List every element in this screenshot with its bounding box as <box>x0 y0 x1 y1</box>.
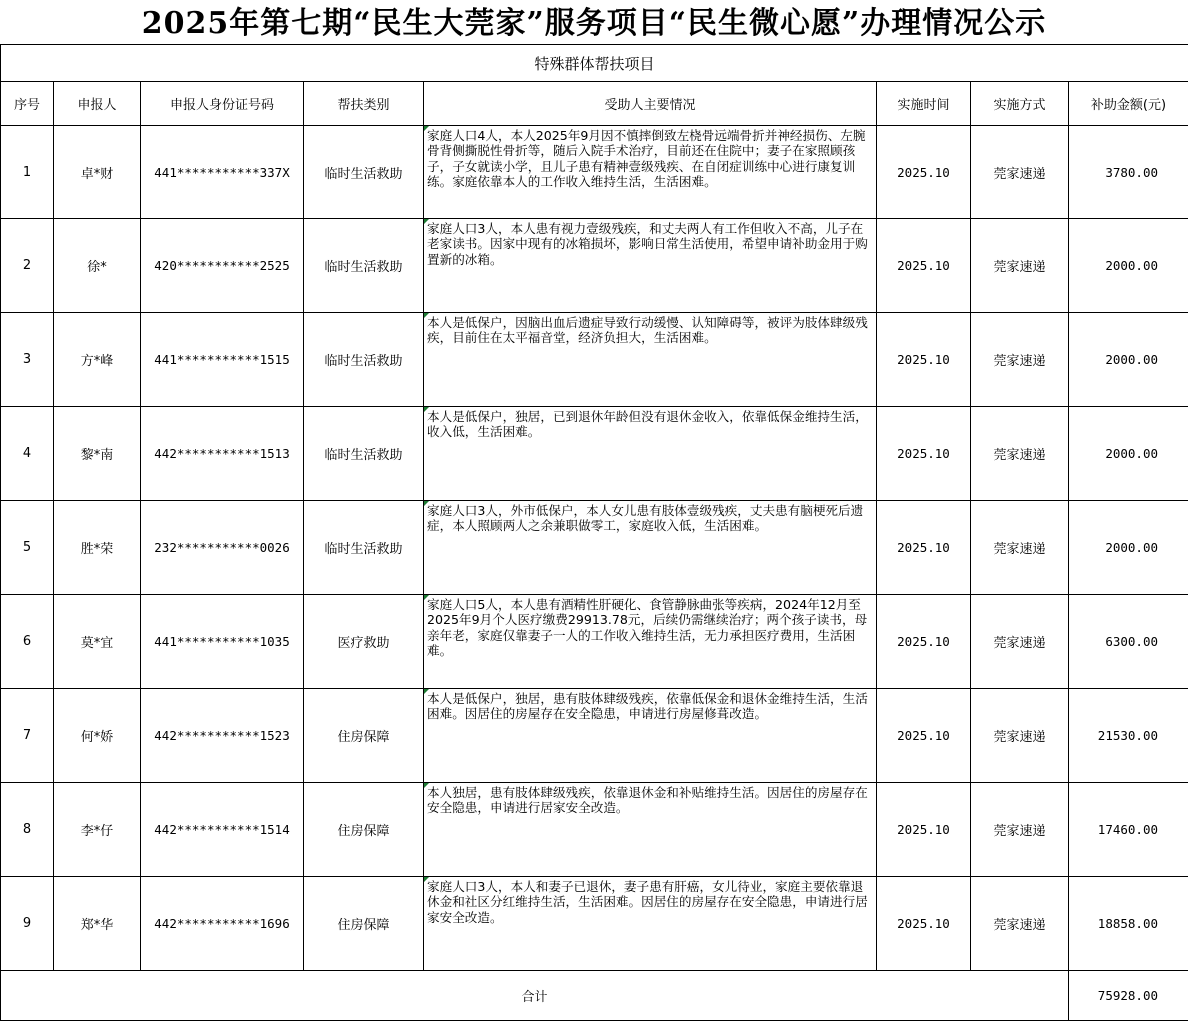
implementation-time: 2025.10 <box>877 689 971 783</box>
subsidy-amount: 18858.00 <box>1069 877 1188 971</box>
column-header-no: 序号 <box>1 82 54 126</box>
applicant-name: 何*娇 <box>54 689 141 783</box>
assistance-category: 临时生活救助 <box>304 126 424 219</box>
row-number: 3 <box>1 313 54 407</box>
table-row <box>1 126 1188 219</box>
implementation-time: 2025.10 <box>877 595 971 689</box>
assistance-category: 住房保障 <box>304 689 424 783</box>
total-amount: 75928.00 <box>1069 971 1188 1021</box>
applicant-name: 方*峰 <box>54 313 141 407</box>
row-number: 6 <box>1 595 54 689</box>
situation-description: 家庭人口5人，本人患有酒精性肝硬化、食管静脉曲张等疾病，2024年12月至2025年9月个人医疗缴费29913.78元，后续仍需继续治疗；两个孩子读书，母亲年老，家庭仅靠妻子一人的工作收入维持生活，无力承担医疗费用，生活困难。 <box>424 595 877 689</box>
implementation-time: 2025.10 <box>877 313 971 407</box>
situation-description: 本人是低保户，独居，患有肢体肆级残疾，依靠低保金和退休金维持生活，生活困难。因居住的房屋存在安全隐患，申请进行房屋修葺改造。 <box>424 689 877 783</box>
implementation-time: 2025.10 <box>877 501 971 595</box>
applicant-name: 徐* <box>54 219 141 313</box>
column-header-time: 实施时间 <box>877 82 971 126</box>
assistance-category: 临时生活救助 <box>304 313 424 407</box>
implementation-time: 2025.10 <box>877 783 971 877</box>
assistance-category: 住房保障 <box>304 783 424 877</box>
implementation-method: 莞家速递 <box>971 783 1069 877</box>
total-row <box>1 971 1188 1021</box>
row-number: 5 <box>1 501 54 595</box>
row-number: 7 <box>1 689 54 783</box>
page-title: 2025年第七期“民生大莞家”服务项目“民生微心愿”办理情况公示 <box>0 0 1188 44</box>
implementation-method: 莞家速递 <box>971 219 1069 313</box>
assistance-category: 医疗救助 <box>304 595 424 689</box>
row-number: 1 <box>1 126 54 219</box>
applicant-id: 442***********1513 <box>141 407 304 501</box>
applicant-name: 郑*华 <box>54 877 141 971</box>
situation-description: 家庭人口3人，本人患有视力壹级残疾，和丈夫两人有工作但收入不高，儿子在老家读书。因家中现有的冰箱损坏，影响日常生活使用，希望申请补助金用于购置新的冰箱。 <box>424 219 877 313</box>
situation-description: 家庭人口4人，本人2025年9月因不慎摔倒致左桡骨远端骨折并神经损伤、左腕骨背侧撕脱性骨折等，随后入院手术治疗，目前还在住院中；妻子在家照顾孩子，子女就读小学，且儿子患有精神壹级残疾、在自闭症训练中心进行康复训练。家庭依靠本人的工作收入维持生活，生活困难。 <box>424 126 877 219</box>
column-header-category: 帮扶类别 <box>304 82 424 126</box>
assistance-category: 临时生活救助 <box>304 501 424 595</box>
assistance-category: 临时生活救助 <box>304 219 424 313</box>
applicant-id: 420***********2525 <box>141 219 304 313</box>
assistance-category: 住房保障 <box>304 877 424 971</box>
applicant-id: 442***********1523 <box>141 689 304 783</box>
implementation-method: 莞家速递 <box>971 595 1069 689</box>
implementation-method: 莞家速递 <box>971 689 1069 783</box>
table-row <box>1 689 1188 783</box>
implementation-method: 莞家速递 <box>971 407 1069 501</box>
section-title: 特殊群体帮扶项目 <box>1 45 1188 82</box>
applicant-name: 卓*财 <box>54 126 141 219</box>
table-row <box>1 783 1188 877</box>
total-label: 合计 <box>1 971 1069 1021</box>
implementation-method: 莞家速递 <box>971 877 1069 971</box>
column-header-name: 申报人 <box>54 82 141 126</box>
situation-description: 本人是低保户，因脑出血后遗症导致行动缓慢、认知障碍等，被评为肢体肆级残疾，目前住在太平福音堂，经济负担大，生活困难。 <box>424 313 877 407</box>
subsidy-amount: 2000.00 <box>1069 219 1188 313</box>
header-row <box>1 82 1188 126</box>
assistance-table <box>0 44 1188 1021</box>
column-header-id: 申报人身份证号码 <box>141 82 304 126</box>
applicant-id: 442***********1514 <box>141 783 304 877</box>
subsidy-amount: 6300.00 <box>1069 595 1188 689</box>
implementation-time: 2025.10 <box>877 126 971 219</box>
subsidy-amount: 2000.00 <box>1069 407 1188 501</box>
subsidy-amount: 2000.00 <box>1069 501 1188 595</box>
applicant-name: 莫*宜 <box>54 595 141 689</box>
assistance-category: 临时生活救助 <box>304 407 424 501</box>
implementation-method: 莞家速递 <box>971 313 1069 407</box>
implementation-method: 莞家速递 <box>971 126 1069 219</box>
situation-description: 本人是低保户，独居，已到退休年龄但没有退休金收入，依靠低保金维持生活，收入低，生活困难。 <box>424 407 877 501</box>
table-row <box>1 501 1188 595</box>
situation-description: 家庭人口3人，外市低保户，本人女儿患有肢体壹级残疾，丈夫患有脑梗死后遗症，本人照顾两人之余兼职做零工，家庭收入低，生活困难。 <box>424 501 877 595</box>
table-row <box>1 313 1188 407</box>
implementation-time: 2025.10 <box>877 877 971 971</box>
subsidy-amount: 2000.00 <box>1069 313 1188 407</box>
applicant-id: 232***********0026 <box>141 501 304 595</box>
applicant-name: 黎*南 <box>54 407 141 501</box>
row-number: 8 <box>1 783 54 877</box>
situation-description: 家庭人口3人，本人和妻子已退休，妻子患有肝癌，女儿待业，家庭主要依靠退休金和社区分红维持生活，生活困难。因居住的房屋存在安全隐患，申请进行居家安全改造。 <box>424 877 877 971</box>
row-number: 4 <box>1 407 54 501</box>
table-row <box>1 219 1188 313</box>
applicant-id: 441***********1515 <box>141 313 304 407</box>
implementation-time: 2025.10 <box>877 219 971 313</box>
table-row <box>1 595 1188 689</box>
applicant-name: 李*仔 <box>54 783 141 877</box>
implementation-time: 2025.10 <box>877 407 971 501</box>
table-row <box>1 407 1188 501</box>
subsidy-amount: 3780.00 <box>1069 126 1188 219</box>
table-row <box>1 877 1188 971</box>
applicant-id: 442***********1696 <box>141 877 304 971</box>
implementation-method: 莞家速递 <box>971 501 1069 595</box>
row-number: 9 <box>1 877 54 971</box>
row-number: 2 <box>1 219 54 313</box>
subsidy-amount: 21530.00 <box>1069 689 1188 783</box>
column-header-situation: 受助人主要情况 <box>424 82 877 126</box>
applicant-id: 441***********1035 <box>141 595 304 689</box>
column-header-amount: 补助金额(元) <box>1069 82 1188 126</box>
situation-description: 本人独居，患有肢体肆级残疾，依靠退休金和补贴维持生活。因居住的房屋存在安全隐患，申请进行居家安全改造。 <box>424 783 877 877</box>
applicant-id: 441***********337X <box>141 126 304 219</box>
subsidy-amount: 17460.00 <box>1069 783 1188 877</box>
applicant-name: 胜*荣 <box>54 501 141 595</box>
column-header-method: 实施方式 <box>971 82 1069 126</box>
